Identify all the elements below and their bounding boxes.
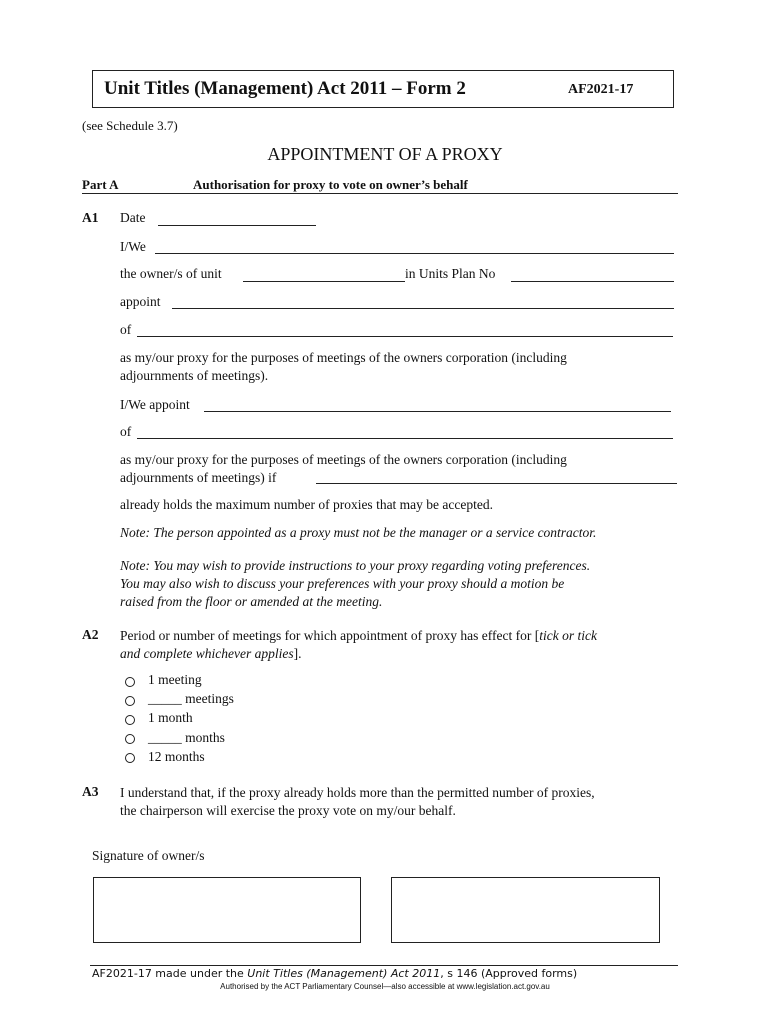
units-plan-field[interactable] [511, 281, 674, 282]
note-instructions: Note: You may wish to provide instructions to your proxy regarding voting preferences. You may also wish to discuss your preferences with your proxy should a motion be raised from the floor or amended at the meeting. [120, 558, 591, 609]
of2-label: of [120, 424, 132, 439]
a1-number: A1 [82, 210, 99, 225]
alternate-proxy-address-field[interactable] [137, 438, 673, 439]
a3-number: A3 [82, 784, 99, 799]
option-1-meeting-radio[interactable] [125, 677, 135, 687]
of-label: of [120, 322, 132, 337]
note-manager: Note: The person appointed as a proxy must not be the manager or a service contractor. [120, 525, 597, 540]
proxy-address-field[interactable] [137, 336, 673, 337]
option-label: 1 meeting [148, 672, 202, 687]
schedule-reference: (see Schedule 3.7) [82, 118, 178, 133]
already-holds-text: already holds the maximum number of proxies that may be accepted. [120, 497, 494, 512]
units-plan-label: in Units Plan No [405, 266, 496, 281]
part-a-label: Part A [82, 177, 119, 192]
footer-authorisation: Authorised by the ACT Parliamentary Counsel—also accessible at www.legislation.act.gov.au [220, 982, 550, 991]
part-a-title: Authorisation for proxy to vote on owner’s behalf [193, 177, 468, 192]
option-months-radio[interactable] [125, 734, 135, 744]
signature-box-2[interactable] [391, 877, 660, 943]
footer-citation: AF2021-17 made under the Unit Titles (Management) Act 2011, s 146 (Approved forms) [92, 967, 578, 980]
purpose-text: as my/our proxy for the purposes of meetings of the owners corporation (including adjournments of meetings). [120, 350, 567, 383]
iwe-appoint-label: I/We appoint [120, 397, 190, 412]
a2-number: A2 [82, 627, 99, 642]
option-1-month-radio[interactable] [125, 715, 135, 725]
option-meetings-radio[interactable] [125, 696, 135, 706]
purpose2-text: as my/our proxy for the purposes of meetings of the owners corporation (including adjournments of meetings) if [120, 452, 567, 485]
option-12-months-radio[interactable] [125, 753, 135, 763]
alternate-proxy-field[interactable] [204, 411, 671, 412]
signature-label: Signature of owner/s [92, 848, 205, 863]
footer-divider [90, 965, 678, 966]
date-label: Date [120, 210, 146, 225]
option-label: 12 months [148, 749, 205, 764]
part-a-divider [82, 193, 678, 194]
proxy-name-field[interactable] [172, 308, 674, 309]
a3-text: I understand that, if the proxy already holds more than the permitted number of proxies, the chairperson will exercise the proxy vote on my/our behalf. [120, 785, 595, 818]
form-title: Unit Titles (Management) Act 2011 – Form 2 [104, 78, 466, 99]
a2-text: Period or number of meetings for which appointment of proxy has effect for [tick or tick and complete whichever applies]. [120, 628, 597, 661]
page-heading: APPOINTMENT OF A PROXY [267, 144, 503, 164]
form-id: AF2021-17 [568, 82, 634, 97]
iwe-label: I/We [120, 239, 146, 254]
owner-name-field[interactable] [155, 253, 674, 254]
option-label: _____ months [148, 730, 225, 745]
unit-number-field[interactable] [243, 281, 405, 282]
date-field[interactable] [158, 225, 316, 226]
signature-box-1[interactable] [93, 877, 361, 943]
if-condition-field[interactable] [316, 483, 677, 484]
option-label: 1 month [148, 710, 193, 725]
owner-unit-label: the owner/s of unit [120, 266, 222, 281]
option-label: _____ meetings [148, 691, 234, 706]
appoint-label: appoint [120, 294, 161, 309]
